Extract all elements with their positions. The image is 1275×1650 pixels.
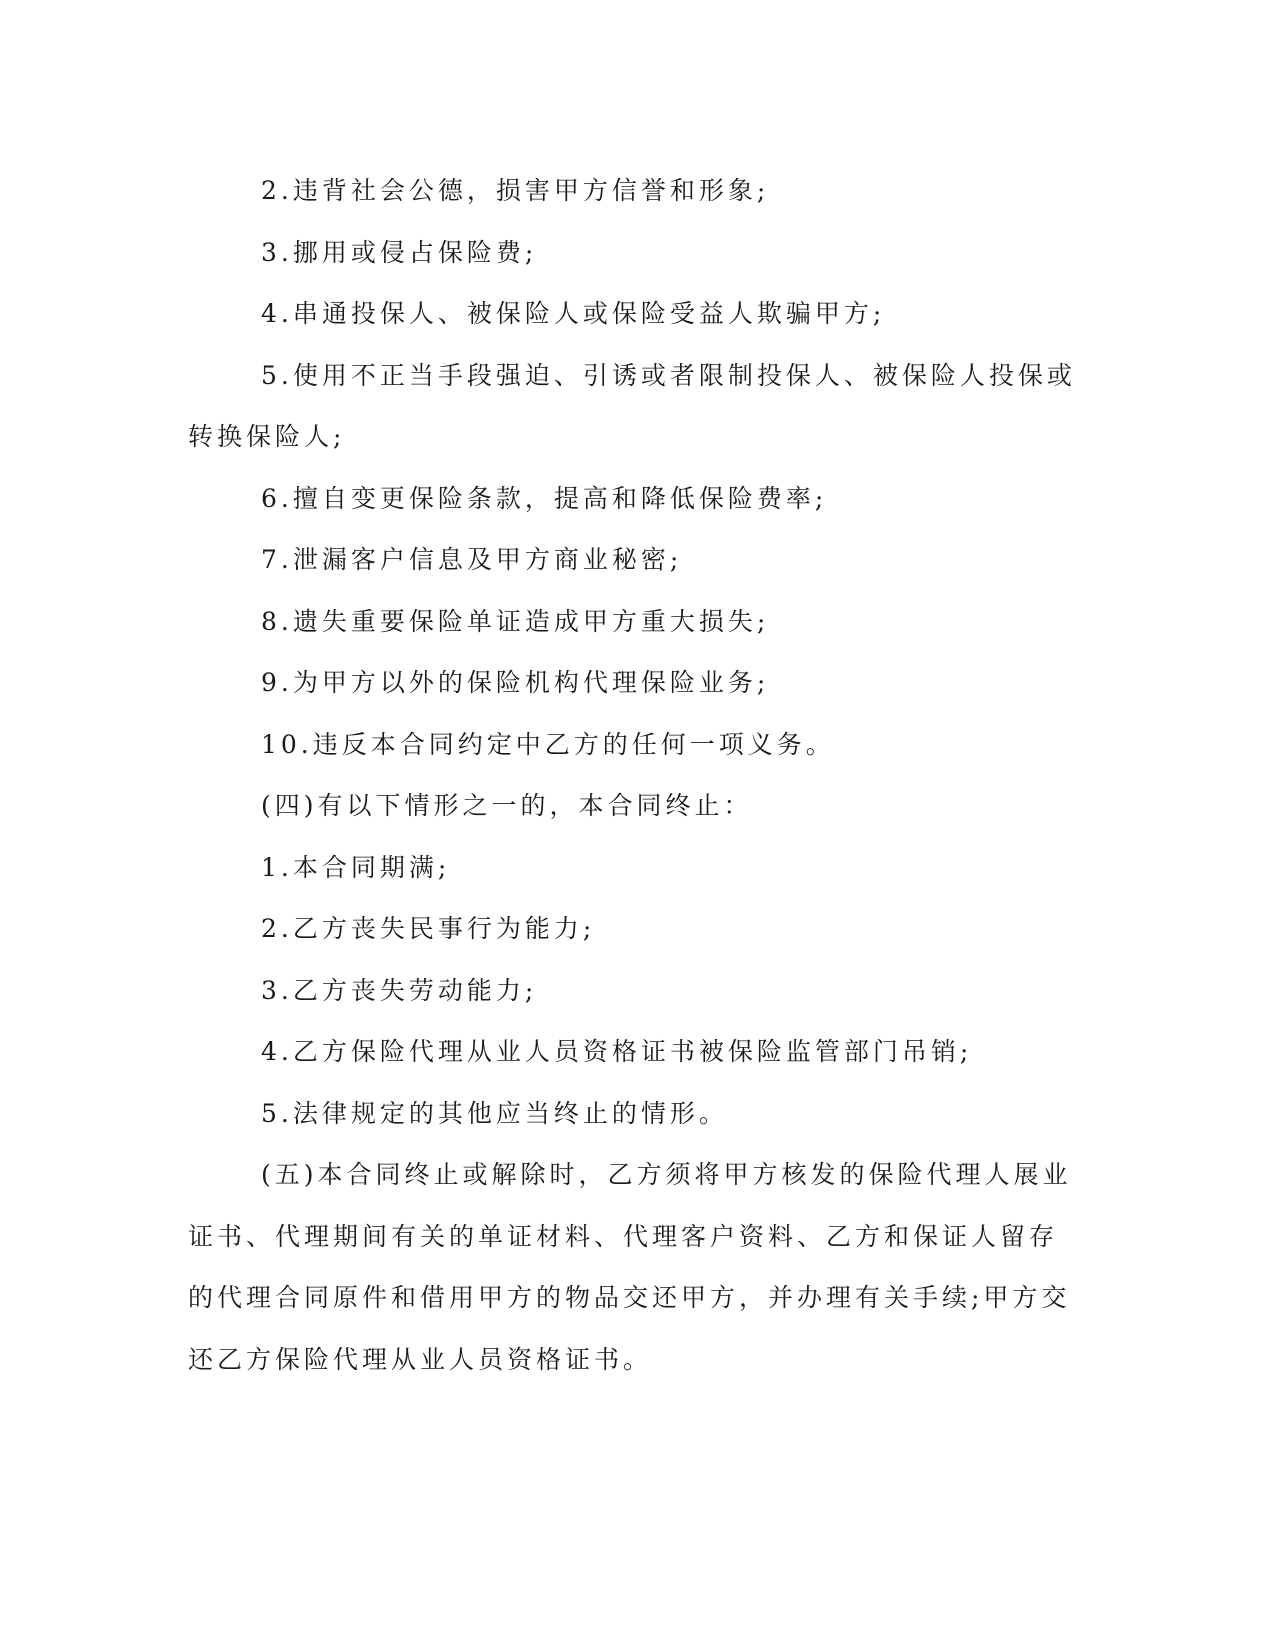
termination-item-4: 4.乙方保险代理从业人员资格证书被保险监管部门吊销; xyxy=(261,1037,973,1066)
list-item-5: 5.使用不正当手段强迫、引诱或者限制投保人、被保险人投保或 xyxy=(261,360,1076,390)
section-5-paragraph-line-2: 证书、代理期间有关的单证材料、代理客户资料、乙方和保证人留存 xyxy=(188,1221,1059,1251)
termination-item-2: 2.乙方丧失民事行为能力; xyxy=(261,914,596,943)
document-body xyxy=(188,160,1076,1390)
list-item-7: 7.泄漏客户信息及甲方商业秘密; xyxy=(261,545,683,574)
section-heading-4: (四)有以下情形之一的，本合同终止： xyxy=(261,791,753,820)
list-item-2: 2.违背社会公德，损害甲方信誉和形象; xyxy=(261,176,770,205)
list-item-3: 3.挪用或侵占保险费; xyxy=(261,237,538,267)
termination-item-3: 3.乙方丧失劳动能力; xyxy=(261,975,538,1005)
list-item-9: 9.为甲方以外的保险机构代理保险业务; xyxy=(261,668,770,697)
list-item-4: 4.串通投保人、被保险人或保险受益人欺骗甲方; xyxy=(261,299,886,328)
section-5-paragraph-line-3: 的代理合同原件和借用甲方的物品交还甲方，并办理有关手续;甲方交 xyxy=(188,1283,1071,1312)
list-item-10: 10.违反本合同约定中乙方的任何一项义务。 xyxy=(261,729,835,759)
section-5-paragraph-line-4: 还乙方保险代理从业人员资格证书。 xyxy=(188,1344,653,1374)
list-item-8: 8.遗失重要保险单证造成甲方重大损失; xyxy=(261,606,770,636)
list-item-5-continued: 转换保险人; xyxy=(188,422,346,451)
section-5-paragraph-line-1: (五)本合同终止或解除时，乙方须将甲方核发的保险代理人展业 xyxy=(261,1160,1072,1189)
list-item-6: 6.擅自变更保险条款，提高和降低保险费率; xyxy=(261,483,828,513)
termination-item-1: 1.本合同期满; xyxy=(261,852,451,882)
termination-item-5: 5.法律规定的其他应当终止的情形。 xyxy=(261,1098,728,1128)
